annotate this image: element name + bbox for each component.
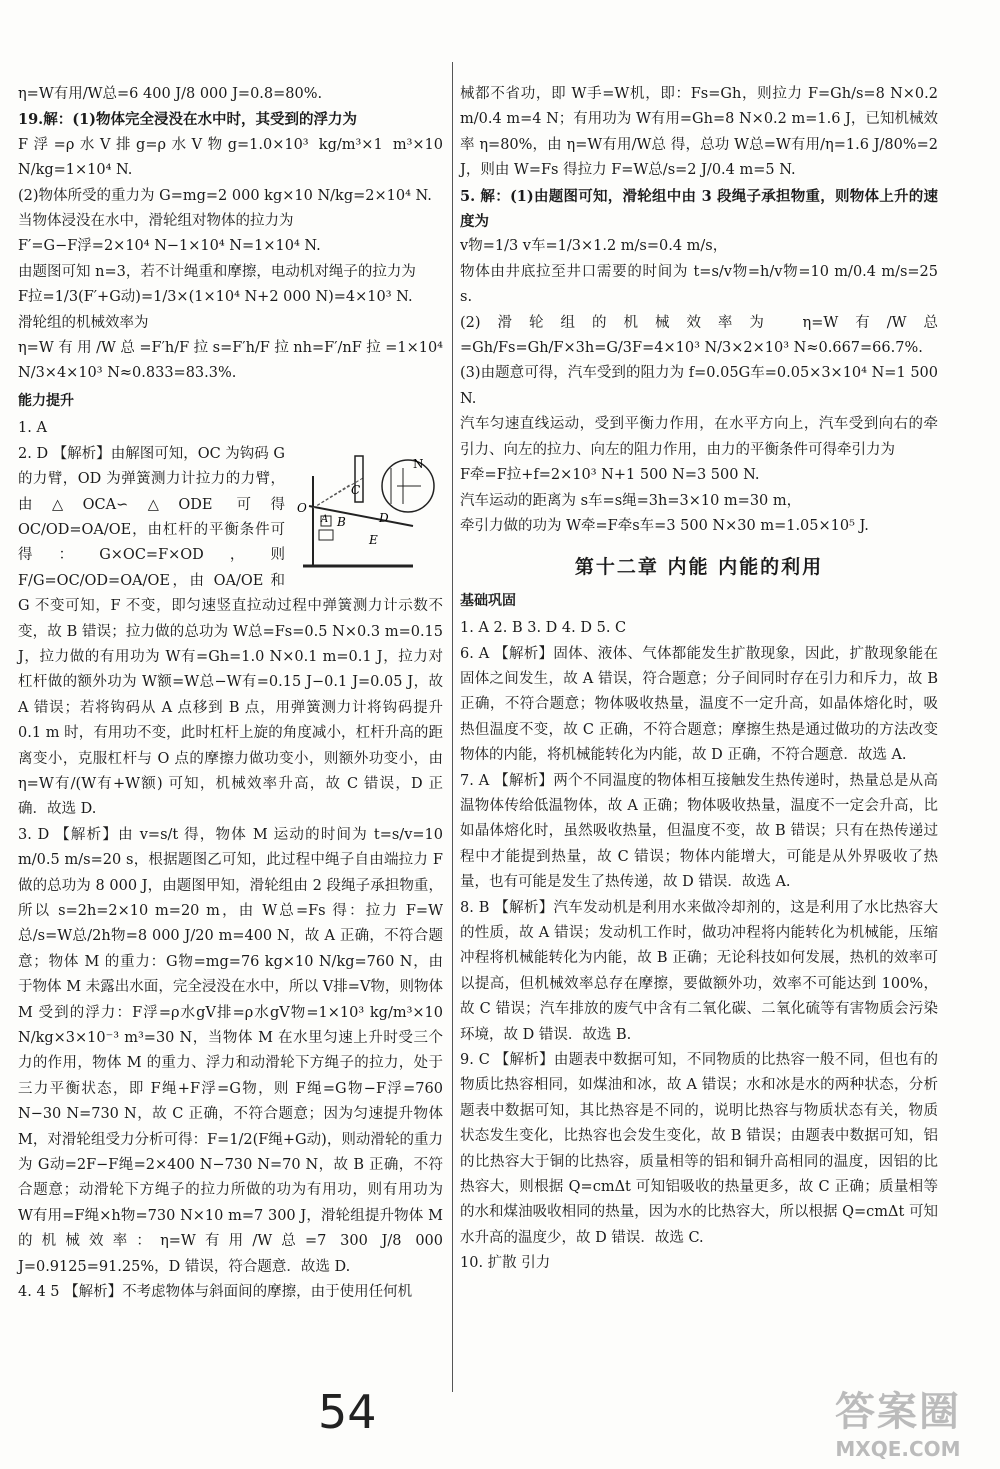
column-divider <box>452 62 453 1392</box>
figure-label: N <box>413 456 424 471</box>
text-line: (2)物体所受的重力为 G=mg=2 000 kg×10 N/kg=2×10⁴ N. <box>18 187 432 204</box>
figure-label: O <box>297 500 307 515</box>
figure-label: E <box>369 532 378 547</box>
text-line: F拉=1/3(F′+G动)=1/3×(1×10⁴ N+2 000 N)=4×10³ N. <box>18 289 413 306</box>
question-19: 19.解：(1)物体完全浸没在水中时，其受到的浮力为 <box>18 111 358 129</box>
text-line: 汽车匀速直线运动，受到平衡力作用，在水平方向上，汽车受到向右的牵引力、向左的拉力、向左的阻力作用，由力的平衡条件可得牵引力为 <box>460 416 938 458</box>
answer-6: 6. A 【解析】固体、液体、气体都能发生扩散现象，因此，扩散现象能在固体之间发生，故 A 错误，符合题意；分子间同时存在引力和斥力，故 B 正确，不符合题意；物体吸收热量，温度不一定升高，如晶体熔化时，吸热但温度不变，故 C 正确，不符合题意；摩擦生热是通过做功的方法改变物体的内能，将机械能转化为内能，故 D 正确，不符合题意．故选 A. <box>460 645 938 764</box>
text-line: 由题图可知 n=3，若不计绳重和摩擦，电动机对绳子的拉力为 <box>18 263 416 280</box>
text-line: 物体由井底拉至井口需要的时间为 t=s/v物=h/v物=10 m/0.4 m/s=25 s. <box>460 263 938 306</box>
text-line: F′=G−F浮=2×10⁴ N−1×10⁴ N=1×10⁴ N. <box>18 238 321 255</box>
answer-4-continued: 械都不省功，即 W手=W机，即：Fs=Gh，则拉力 F=Gh/s=8 N×0.2 m/0.4 m=4 N；有用功为 W有用=Gh=8 N×0.2 m=1.6 J，已知机械效率 η=80%，由 η=W有用/W总 得，总功 W总=W有用/η=1.6 J/80%=2 J，则由 W=Fs 得拉力 F=W总/s=2 J/0.4 m=5 N. <box>460 86 938 179</box>
text-line: 汽车运动的距离为 s车=s绳=3h=3×10 m=30 m， <box>460 492 802 509</box>
text-line: F浮=ρ水V排g=ρ水V物g=1.0×10³ kg/m³×1 m³×10 N/kg=1×10⁴ N. <box>18 136 443 179</box>
text-line: 滑轮组的机械效率为 <box>18 314 149 331</box>
page-number: 54 <box>318 1385 377 1439</box>
answer-7: 7. A 【解析】两个不同温度的物体相互接触发生热传递时，热量总是从高温物体传给低温物体，故 A 正确；物体吸收热量，温度不一定会升高，比如晶体熔化时，虽然吸收热量，但温度不变，故 B 错误；只有在热传递过程中才能提到热量，故 C 错误；物体内能增大，可能是从外界吸收了热量，也有可能是发生了热传递，故 D 错误．故选 A. <box>460 772 938 891</box>
figure-label: B <box>337 514 346 529</box>
watermark-url: MXQE.COM <box>835 1437 961 1461</box>
text-line: (2)滑轮组的机械效率为 η=W有/W总=Gh/Fs=Gh/F×3h=G/3F=4×10³ N/3×2×10³ N≈0.667=66.7%. <box>460 314 938 357</box>
left-column <box>18 82 443 1306</box>
lever-diagram <box>293 446 443 571</box>
answer-3: 3. D 【解析】由 v=s/t 得，物体 M 运动的时间为 t=s/v=10 m/0.5 m/s=20 s，根据题图乙可知，此过程中绳子自由端拉力 F 做的总功为 8 000 J，由题图甲知，滑轮组由 2 段绳子承担物重，所以 s=2h=2×10 m=20 m，由 W总=Fs 得：拉力 F=W总/s=W总/2h物=8 000 J/20 m=400 N，故 A 正确，不符合题意；物体 M 的重力：G物=mg=76 kg×10 N/kg=760 N，由于物体 M 未露出水面，完全浸没在水中，所以 V排=V物，则物体 M 受到的浮力：F浮=ρ水gV排=ρ水gV物=1×10³ kg/m³×10 N/kg×3×10⁻³ m³=30 N，当物体 M 在水里匀速上升时受三个力的作用，物体 M 的重力、浮力和动滑轮下方绳子的拉力，处于三力平衡状态，即 F绳+F浮=G物，则 F绳=G物−F浮=760 N−30 N=730 N，故 C 正确，不符合题意；因为匀速提升物体 M，对滑轮组受力分析可得：F=1/2(F绳+G动)，则动滑轮的重力为 G动=2F−F绳=2×400 N−730 N=70 N，故 B 正确，不符合题意；动滑轮下方绳子的拉力所做的功为有用功，则有用功为 W有用=F绳×h物=730 N×10 m=7 300 J，滑轮组提升物体 M 的机械效率：η=W有用/W总=7 300 J/8 000 J=0.9125=91.25%，D 错误，符合题意．故选 D. <box>18 826 443 1275</box>
text-line: 当物体浸没在水中，滑轮组对物体的拉力为 <box>18 213 294 230</box>
text-line: F牵=F拉+f=2×10³ N+1 500 N=3 500 N. <box>460 467 760 484</box>
text-line: (3)由题意可得，汽车受到的阻力为 f=0.05G车=0.05×3×10⁴ N=1 500 N. <box>460 365 938 407</box>
figure-label: D <box>379 510 389 525</box>
figure-label: C <box>351 482 361 497</box>
watermark-title: 答案圈 <box>835 1389 961 1435</box>
answer-10: 10. 扩散 引力 <box>460 1255 551 1272</box>
question-5: 5. 解：(1)由题图可知，滑轮组中由 3 段绳子承担物重，则物体上升的速度为 <box>460 187 938 231</box>
watermark <box>808 1380 988 1461</box>
right-column <box>460 82 938 1277</box>
section-heading: 基础巩固 <box>460 592 516 609</box>
answers-1-5: 1. A 2. B 3. D 4. D 5. C <box>460 620 627 637</box>
text-line: η=W有用/W总=F′h/F拉s=F′h/F拉nh=F′/nF拉=1×10⁴ N/3×4×10³ N≈0.833=83.3%. <box>18 340 443 382</box>
answer-9: 9. C 【解析】由题表中数据可知，不同物质的比热容一般不同，但也有的物质比热容相同，如煤油和冰，故 A 错误；水和冰是水的两种状态，分析题表中数据可知，其比热容是不同的，说明比热容与物质状态有关，物质状态发生变化，比热容也会发生变化，故 B 错误；由题表中数据可知，铝的比热容大于铜的比热容，质量相等的铝和铜升高相同的温度，因铝的比热容大，则根据 Q=cmΔt 可知铝吸收的热量更多，故 C 正确；质量相等的水和煤油吸收相同的热量，因为水的比热容大，所以根据 Q=cmΔt 可知水升高的温度少，故 D 错误．故选 C. <box>460 1052 938 1246</box>
text-line: 牵引力做的功为 W牵=F牵s车=3 500 N×30 m=1.05×10⁵ J. <box>460 517 869 534</box>
answer-2: 2. D 【解析】由解图可知，OC 为钩码 G 的力臂，OD 为弹簧测力计拉力的力臂，由△OCA∽△ODE 可得 OC/OD=OA/OE，由杠杆的平衡条件可得：G×OC=F×OD，则 F/G=OC/OD=OA/OE，由 OA/OE 和 G 不变可知，F 不变，即匀速竖直拉动过程中弹簧测力计示数不变，故 B 错误；拉力做的总功为 W总=Fs=0.5 N×0.3 m=0.15 J，拉力做的有用功为 W有=Gh=1.0 N×0.1 m=0.1 J，拉力对杠杆做的额外功为 W额=W总−W有=0.15 J−0.1 J=0.05 J，故 A 错误；若将钩码从 A 点移到 B 点，用弹簧测力计将钩码提升 0.1 m 时，有用功不变，此时杠杆上旋的角度减小，杠杆升高的距离变小，克服杠杆与 O 点的摩擦力做功变小，则额外功变小，由 η=W有/(W有+W额) 可知，机械效率升高，故 C 错误，D 正确．故选 D. <box>18 445 443 818</box>
formula-line: η=W有用/W总=6 400 J/8 000 J=0.8=80%. <box>18 86 323 102</box>
answer-4: 4. 4 5 【解析】不考虑物体与斜面间的摩擦，由于使用任何机 <box>18 1284 413 1301</box>
chapter-title: 第十二章 内能 内能的利用 <box>574 556 824 579</box>
answer-8: 8. B 【解析】汽车发动机是利用水来做冷却剂的，这是利用了水比热容大的性质，故 A 错误；发动机工作时，做功冲程将内能转化为机械能，压缩冲程将机械能转化为内能，故 B 正确；无论科技如何发展，热机的效率可以提高，但机械效率总存在摩擦，要做额外功，效率不可能达到 100%，故 C 错误；汽车排放的废气中含有二氧化碳、二氧化硫等有害物质会污染环境，故 D 错误．故选 B. <box>460 899 938 1043</box>
figure-label: A <box>321 513 329 525</box>
text-line: v物=1/3 v车=1/3×1.2 m/s=0.4 m/s， <box>460 238 728 255</box>
section-heading: 能力提升 <box>18 392 74 409</box>
answer-1: 1. A <box>18 420 47 437</box>
